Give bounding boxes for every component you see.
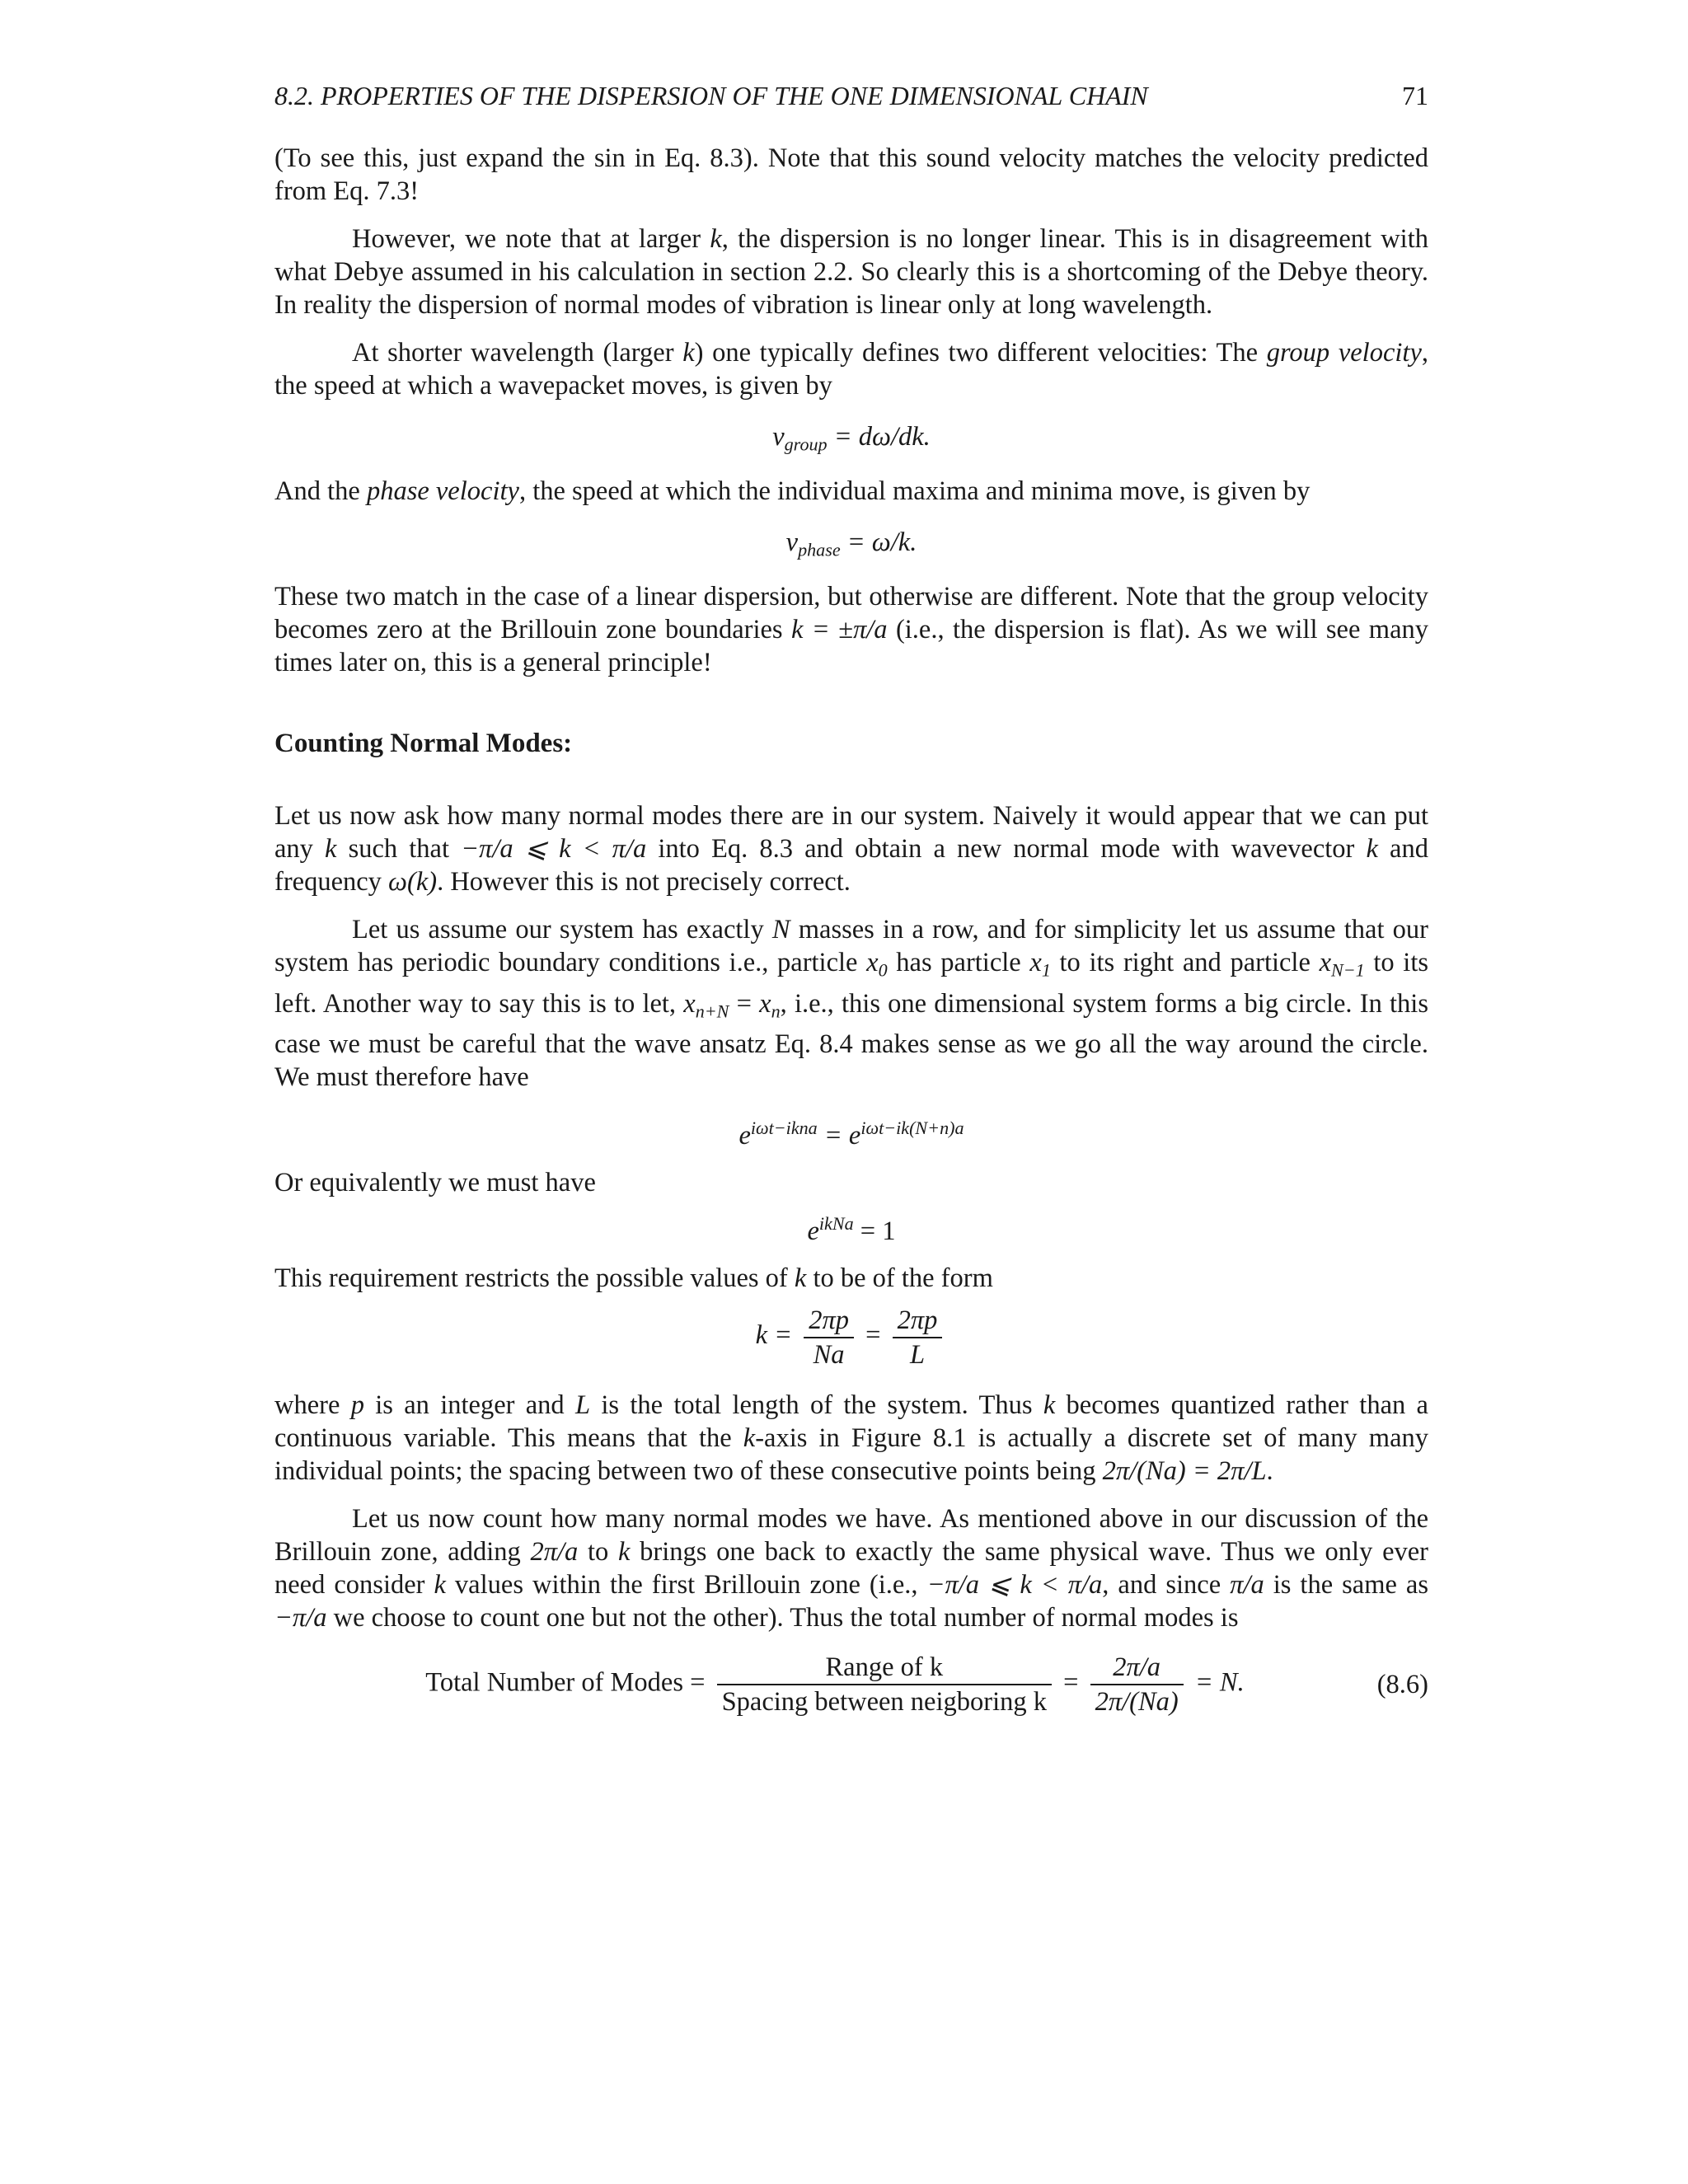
fraction-2pip-l: $\frac{2\pi p}{L}$ xyxy=(893,1304,943,1371)
equation-k-quantized: k = $\frac{2\pi p}{Na}$ = $\frac{2\pi p}{L}$ xyxy=(274,1300,1428,1371)
equation-phase-velocity: $v_{phase} = \omega/k$. xyxy=(785,527,917,560)
running-header xyxy=(274,79,1428,112)
page xyxy=(274,79,1428,1736)
phase-velocity-term: phase velocity xyxy=(366,476,519,506)
fraction-2pia-over-2pina: $\frac{2\pi/a}{2\pi/(Na)}$ xyxy=(1090,1651,1184,1718)
fraction-2pip-na: $\frac{2\pi p}{Na}$ xyxy=(804,1304,854,1371)
paragraph-6: Let us now ask how many normal modes there are in our system. Naively it would appear that we can put any k such that −π/a ⩽ k < π/a into Eq. 8.3 and obtain a new normal mode with wavevector k and frequency ω(k). However this is not precisely correct. xyxy=(274,801,1428,897)
paragraph-9: This requirement restricts the possible values of k to be of the form xyxy=(274,1263,993,1294)
page-number: 71 xyxy=(1402,81,1428,110)
paragraph-4: And the phase velocity, the speed at which the individual maxima and minima move, is given by xyxy=(274,476,1311,506)
paragraph-5: These two match in the case of a linear dispersion, but otherwise are different. Note that the group velocity becomes zero at the Brillouin zone boundaries k = ±π/a (i.e., the dispersion is flat). As we will see many times later on, this is a general principle! xyxy=(274,582,1428,677)
paragraph-8: Or equivalently we must have xyxy=(274,1168,596,1198)
equation-total-modes xyxy=(274,1649,1428,1720)
equation-number: (8.6) xyxy=(1376,1670,1428,1700)
paragraph-1: (To see this, just expand the sin in Eq. 8.3). Note that this sound velocity matches the velocity predicted from Eq. 7.3! xyxy=(274,143,1428,206)
section-title: Counting Normal Modes: xyxy=(274,729,573,758)
fraction-range-over-spacing: $\frac{\text{Range of k}}{\text{Spacing between neigboring k}}$ xyxy=(717,1651,1052,1718)
paragraph-10: where p is an integer and L is the total length of the system. Thus k becomes quantized rather than a continuous variable. This means that the k-axis in Figure 8.1 is actually a discrete set of many many individual points; the spacing between two of these consecutive points being 2π/(Na) = 2π/L. xyxy=(274,1390,1428,1487)
paragraph-11: Let us now count how many normal modes we have. As mentioned above in our discussion of the Brillouin zone, adding 2π/a to k brings one back to exactly the same physical wave. Thus we only ever need consider k values within the first Brillouin zone (i.e., −π/a ⩽ k < π/a, and since π/a is the same as −π/a we choose to count one but not the other). Thus the total number of normal modes is xyxy=(274,1504,1428,1633)
paragraph-7: Let us assume our system has exactly N masses in a row, and for simplicity let us assume that our system has periodic boundary conditions i.e., particle $x_0$ has particle $x_1$ to its right and particle $x_{N-1}$ to its left. Another way to say this is to let, $x_{n+N} = x_n$, i.e., this one dimensional system forms a big circle. In this case we must be careful that the wave ansatz Eq. 8.4 makes sense as we go all the way around the circle. We must therefore have xyxy=(274,915,1429,1093)
paragraph-3: At shorter wavelength (larger k) one typically defines two different velocities: The group velocity, the speed at which a wavepacket moves, is given by xyxy=(274,338,1428,401)
running-title: 8.2. PROPERTIES OF THE DISPERSION OF THE ONE DIMENSIONAL CHAIN xyxy=(274,81,1148,110)
equation-periodic-condition: $e^{i\omega t-ikna} = e^{i\omega t-ik(N+n)a}$ xyxy=(738,1118,964,1151)
group-velocity-term: group velocity xyxy=(1266,338,1422,368)
equation-total-modes-body: Total Number of Modes = $\frac{\text{Range of k}}{\text{Spacing between neigboring k}}$ = $\frac{2\pi/a}{2\pi/(Na)}$ = N. xyxy=(425,1652,1245,1718)
equation-group-velocity: $v_{group} = d\omega/dk$. xyxy=(772,422,931,455)
equation-unit-exponential: $e^{ikNa} = 1$ xyxy=(807,1213,896,1247)
paragraph-2: However, we note that at larger k, the dispersion is no longer linear. This is in disagreement with what Debye assumed in his calculation in section 2.2. So clearly this is a shortcoming of the Debye theory. In reality the dispersion of normal modes of vibration is linear only at long wavelength. xyxy=(274,224,1428,320)
